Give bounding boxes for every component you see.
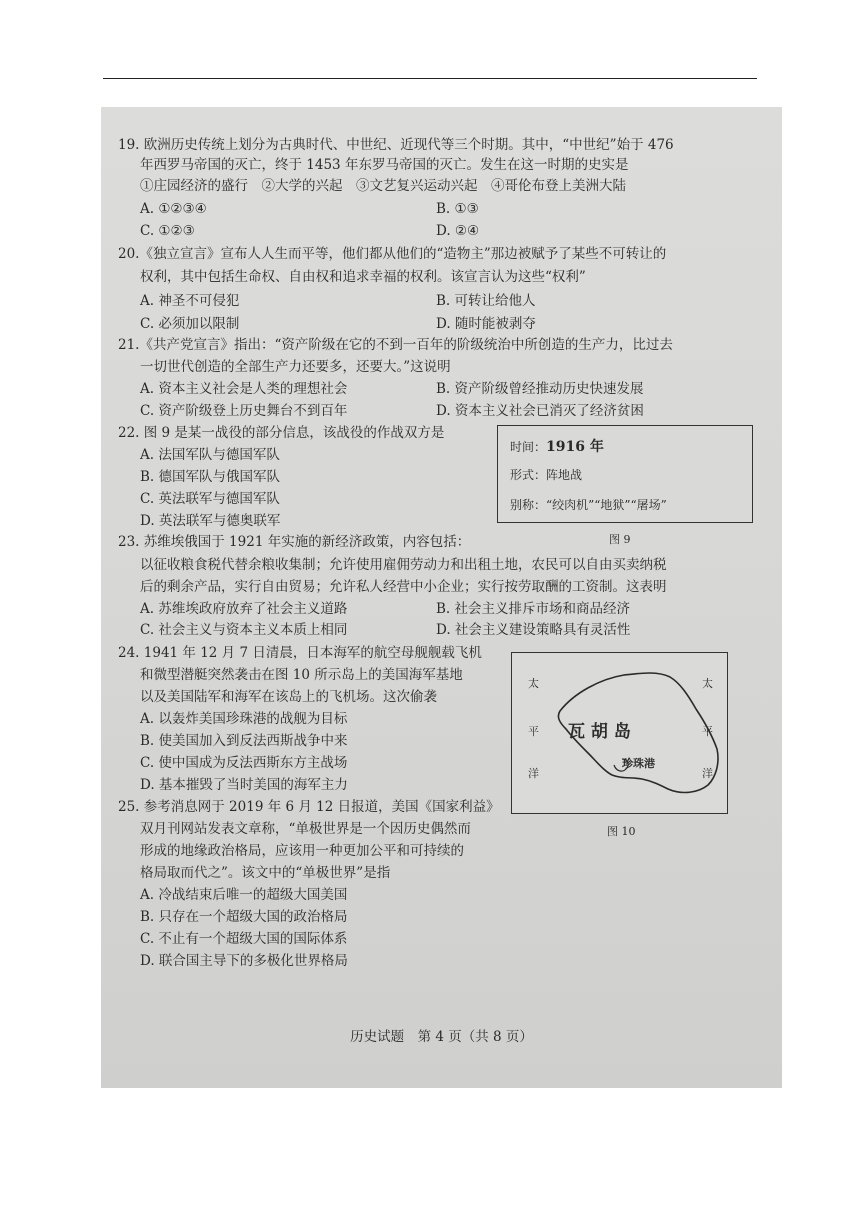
q24-option-c: C. 使中国成为反法西斯东方主战场 bbox=[140, 755, 348, 771]
q23-option-c: C. 社会主义与资本主义本质上相同 bbox=[140, 622, 348, 638]
exam-page-photo bbox=[101, 107, 782, 1088]
q25-option-b: B. 只存在一个超级大国的政治格局 bbox=[140, 909, 348, 925]
map-label-pacific-right-2: 平 bbox=[702, 725, 713, 738]
figure-10-map bbox=[511, 652, 728, 814]
header-rule bbox=[103, 78, 757, 79]
q21-option-b: B. 资产阶级曾经推动历史快速发展 bbox=[436, 381, 644, 397]
q23-option-b: B. 社会主义排斥市场和商品经济 bbox=[436, 601, 631, 617]
figure-9-time-value: 1916 年 bbox=[546, 439, 604, 455]
q21-stem: 一切世代创造的全部生产力还要多，还要大。”这说明 bbox=[140, 359, 451, 375]
q25-option-c: C. 不止有一个超级大国的国际体系 bbox=[140, 931, 348, 947]
q21-stem: 21.《共产党宣言》指出：“资产阶级在它的不到一百年的阶级统治中所创造的生产力，比过去 bbox=[118, 337, 673, 353]
q25-stem: 形成的地缘政治格局，应该用一种更加公平和可持续的 bbox=[140, 843, 464, 859]
q19-items: ①庄园经济的盛行 ②大学的兴起 ③文艺复兴运动兴起 ④哥伦布登上美洲大陆 bbox=[140, 178, 626, 194]
map-label-pacific-right-3: 洋 bbox=[702, 767, 713, 780]
map-label-pacific-left-1: 太 bbox=[528, 677, 539, 690]
q24-stem: 以及美国陆军和海军在该岛上的飞机场。这次偷袭 bbox=[140, 689, 437, 705]
q22-option-a: A. 法国军队与德国军队 bbox=[140, 447, 280, 463]
q25-stem: 25. 参考消息网于 2019 年 6 月 12 日报道，美国《国家利益》 bbox=[118, 799, 500, 815]
page-footer: 历史试题 第 4 页（共 8 页） bbox=[350, 1029, 533, 1045]
q19-stem: 19. 欧洲历史传统上划分为古典时代、中世纪、近现代等三个时期。其中，“中世纪”始于 476 bbox=[118, 137, 674, 153]
q23-stem: 后的剩余产品，实行自由贸易；允许私人经营中小企业；实行按劳取酬的工资制。这表明 bbox=[140, 579, 667, 595]
q22-option-d: D. 英法联军与德奥联军 bbox=[140, 513, 281, 529]
q24-stem: 和微型潜艇突然袭击在图 10 所示岛上的美国海军基地 bbox=[140, 667, 463, 683]
map-label-pearl-harbor: 珍珠港 bbox=[622, 757, 655, 770]
map-label-pacific-left-2: 平 bbox=[528, 725, 539, 738]
figure-9-time-label: 时间： bbox=[510, 440, 547, 454]
q23-stem: 以征收粮食税代替余粮收集制；允许使用雇佣劳动力和出租土地，农民可以自由买卖纳税 bbox=[140, 557, 667, 573]
q20-option-d: D. 随时能被剥夺 bbox=[436, 316, 536, 332]
q20-option-b: B. 可转让给他人 bbox=[436, 293, 536, 309]
map-label-oahu: 瓦 胡 岛 bbox=[568, 722, 631, 742]
q24-option-a: A. 以轰炸美国珍珠港的战舰为目标 bbox=[140, 711, 348, 727]
q20-option-a: A. 神圣不可侵犯 bbox=[140, 293, 240, 309]
q20-option-c: C. 必须加以限制 bbox=[140, 316, 240, 332]
q22-stem: 22. 图 9 是某一战役的部分信息，该战役的作战双方是 bbox=[118, 425, 445, 441]
q20-stem: 权利，其中包括生命权、自由权和追求幸福的权利。该宣言认为这些“权利” bbox=[140, 269, 586, 285]
figure-9-form: 形式：阵地战 bbox=[510, 468, 583, 482]
q21-option-c: C. 资产阶级登上历史舞台不到百年 bbox=[140, 403, 348, 419]
q19-option-c: C. ①②③ bbox=[140, 223, 195, 239]
figure-9-caption: 图 9 bbox=[609, 533, 631, 546]
q21-option-d: D. 资本主义社会已消灭了经济贫困 bbox=[436, 403, 644, 419]
q19-stem: 年西罗马帝国的灭亡，终于 1453 年东罗马帝国的灭亡。发生在这一时期的史实是 bbox=[140, 157, 629, 173]
map-label-pacific-right-1: 太 bbox=[702, 677, 713, 690]
figure-9-alias: 别称：“绞肉机”“地狱”“屠场” bbox=[510, 498, 667, 512]
q19-option-d: D. ②④ bbox=[436, 223, 480, 239]
q19-option-b: B. ①③ bbox=[436, 201, 479, 217]
q24-option-d: D. 基本摧毁了当时美国的海军主力 bbox=[140, 777, 348, 793]
q23-option-d: D. 社会主义建设策略具有灵活性 bbox=[436, 622, 631, 638]
q22-option-b: B. 德国军队与俄国军队 bbox=[140, 469, 281, 485]
q20-stem: 20.《独立宣言》宣布人人生而平等，他们都从他们的“造物主”那边被赋予了某些不可转让的 bbox=[118, 246, 667, 262]
q24-option-b: B. 使美国加入到反法西斯战争中来 bbox=[140, 733, 348, 749]
q23-stem: 23. 苏维埃俄国于 1921 年实施的新经济政策，内容包括： bbox=[118, 534, 471, 550]
figure-9-box bbox=[497, 425, 753, 523]
q24-stem: 24. 1941 年 12 月 7 日清晨，日本海军的航空母舰舰载飞机 bbox=[118, 645, 482, 661]
q19-option-a: A. ①②③④ bbox=[140, 201, 207, 217]
q21-option-a: A. 资本主义社会是人类的理想社会 bbox=[140, 381, 348, 397]
figure-9-time bbox=[510, 436, 604, 456]
q22-option-c: C. 英法联军与德国军队 bbox=[140, 491, 280, 507]
q23-option-a: A. 苏维埃政府放弃了社会主义道路 bbox=[140, 601, 348, 617]
map-label-pacific-left-3: 洋 bbox=[528, 767, 539, 780]
q25-option-d: D. 联合国主导下的多极化世界格局 bbox=[140, 953, 348, 969]
q25-stem: 双月刊网站发表文章称，“单极世界是一个因历史偶然而 bbox=[140, 821, 471, 837]
q25-stem: 格局取而代之”。该文中的“单极世界”是指 bbox=[140, 865, 391, 881]
figure-10-caption: 图 10 bbox=[607, 825, 636, 838]
q25-option-a: A. 冷战结束后唯一的超级大国美国 bbox=[140, 887, 348, 903]
